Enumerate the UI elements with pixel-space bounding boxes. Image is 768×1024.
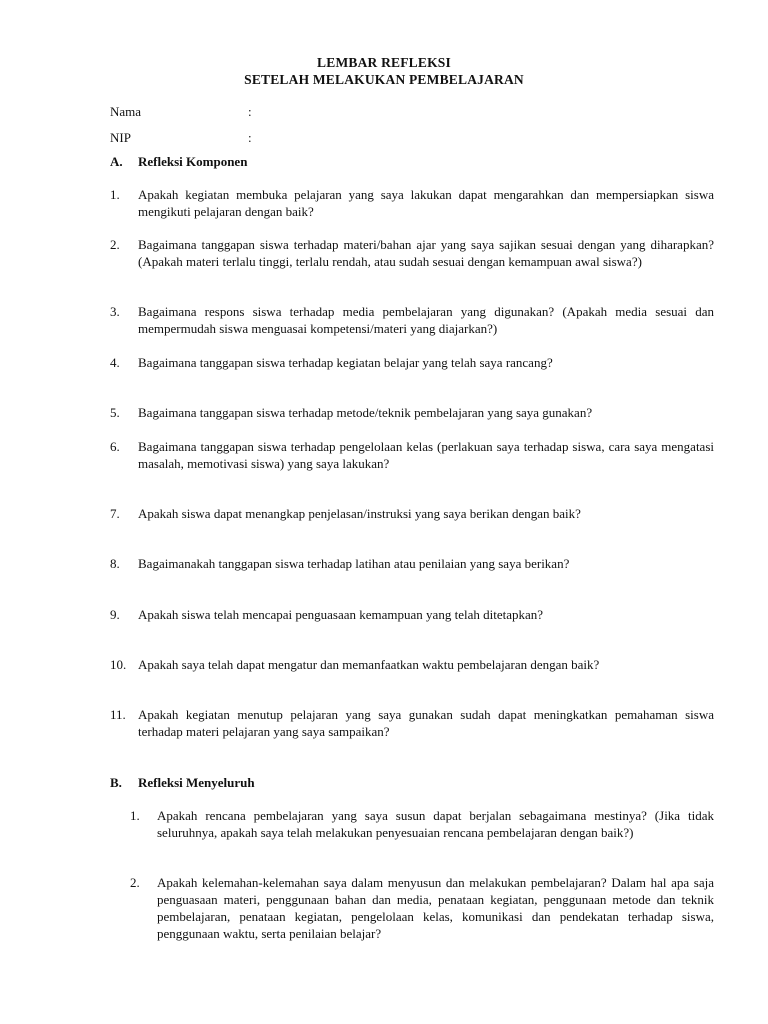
question-text: Bagaimana tanggapan siswa terhadap pengelolaan kelas (perlakuan saya terhadap siswa, cara saya mengatasi masalah, memotivasi siswa) yang saya lakukan?: [138, 439, 714, 471]
document-title-line-1: LEMBAR REFLEKSI: [317, 55, 451, 70]
question-text: Apakah kegiatan membuka pelajaran yang saya lakukan dapat mengarahkan dan mempersiapkan siswa mengikuti pelajaran dengan baik?: [138, 187, 714, 219]
question-number: 3.: [110, 304, 120, 319]
question-text: Apakah siswa dapat menangkap penjelasan/instruksi yang saya berikan dengan baik?: [138, 506, 581, 521]
section-b-title: Refleksi Menyeluruh: [138, 775, 255, 790]
question-number: 1.: [130, 808, 140, 823]
question-number: 11.: [110, 707, 126, 722]
question-number: 6.: [110, 439, 120, 454]
question-text: Bagaimana tanggapan siswa terhadap metode/teknik pembelajaran yang saya gunakan?: [138, 405, 593, 420]
question-number: 2.: [130, 875, 140, 890]
question-text: Bagaimana tanggapan siswa terhadap materi/bahan ajar yang saya sajikan sesuai dengan yang diharapkan? (Apakah materi terlalu tinggi, terlalu rendah, atau sudah sesuai dengan kemampuan awal siswa?): [138, 237, 714, 269]
question-text: Bagaimana tanggapan siswa terhadap kegiatan belajar yang telah saya rancang?: [138, 355, 553, 370]
question-number: 8.: [110, 556, 120, 571]
question-number: 5.: [110, 405, 120, 420]
question-number: 1.: [110, 187, 120, 202]
question-text: Bagaimanakah tanggapan siswa terhadap latihan atau penilaian yang saya berikan?: [138, 556, 570, 571]
question-number: 2.: [110, 237, 120, 252]
question-number: 9.: [110, 607, 120, 622]
question-number: 4.: [110, 355, 120, 370]
question-text: Apakah kegiatan menutup pelajaran yang saya gunakan sudah dapat meningkatkan pemahaman siswa terhadap materi pelajaran yang saya sampaikan?: [138, 707, 714, 739]
field-label-nama: Nama: [110, 104, 142, 119]
field-label-nip: NIP: [110, 130, 131, 145]
field-colon-nama: :: [248, 104, 252, 119]
section-a-title: Refleksi Komponen: [138, 154, 248, 169]
field-colon-nip: :: [248, 130, 252, 145]
question-text: Apakah siswa telah mencapai penguasaan kemampuan yang telah ditetapkan?: [138, 607, 544, 622]
question-text: Apakah kelemahan-kelemahan saya dalam menyusun dan melakukan pembelajaran? Dalam hal apa saja penguasaan materi, penggunaan bahan dan media, penataan kegiatan, penggunaan metode dan teknik pembelajaran, penataan kegiatan, pengelolaan kelas, komunikasi dan pendekatan terhadap siswa, penggunaan waktu, serta penilaian belajar?: [157, 875, 714, 941]
field-nip: [110, 129, 510, 146]
question-text: Apakah rencana pembelajaran yang saya susun dapat berjalan sebagaimana mestinya? (Jika tidak seluruhnya, apakah saya telah melakukan penyesuaian rencana pembelajaran dengan baik?): [157, 808, 714, 840]
section-b-letter: B.: [110, 775, 122, 790]
question-text: Apakah saya telah dapat mengatur dan memanfaatkan waktu pembelajaran dengan baik?: [138, 657, 600, 672]
section-a-letter: A.: [110, 154, 123, 169]
question-text: Bagaimana respons siswa terhadap media pembelajaran yang digunakan? (Apakah media sesuai dan mempermudah siswa menguasai kompetensi/materi yang diajarkan?): [138, 304, 714, 336]
field-nama: [110, 103, 510, 120]
question-number: 10.: [110, 657, 127, 672]
document-title-line-2: SETELAH MELAKUKAN PEMBELAJARAN: [244, 72, 524, 87]
question-number: 7.: [110, 506, 120, 521]
